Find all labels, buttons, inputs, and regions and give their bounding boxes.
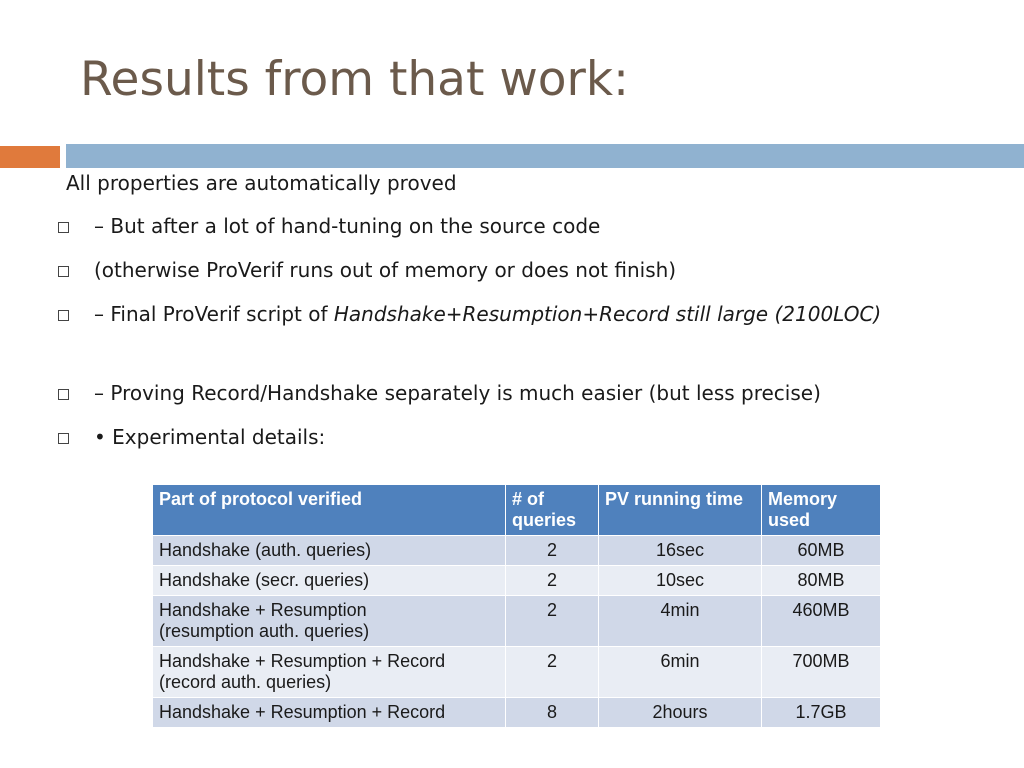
cell-part-line1: Handshake + Resumption [159,600,367,620]
header-memory: Memory used [762,485,881,536]
cell-time: 4min [599,596,762,647]
cell-queries: 2 [506,566,599,596]
bullet-text: • Experimental details: [94,425,326,449]
cell-time: 16sec [599,536,762,566]
cell-memory: 460MB [762,596,881,647]
table-row [153,536,881,566]
square-bullet-icon [58,389,69,400]
cell-memory: 60MB [762,536,881,566]
cell-part-line1: Handshake + Resumption + Record [159,651,446,671]
square-bullet-icon [58,433,69,444]
cell-queries: 2 [506,536,599,566]
accent-bar-orange [0,146,60,168]
cell-part [153,596,506,647]
cell-memory: 1.7GB [762,698,881,728]
cell-part-line2: (resumption auth. queries) [159,621,370,641]
square-bullet-icon [58,266,69,277]
table-row [153,566,881,596]
table-row [153,647,881,698]
bullet-text [94,297,884,331]
cell-queries: 8 [506,698,599,728]
bullet-text-italic: Handshake+Resumption+Record still large (2100LOC) [333,302,882,326]
cell-memory: 700MB [762,647,881,698]
cell-time: 2hours [599,698,762,728]
cell-memory: 80MB [762,566,881,596]
bullet-text-plain: – Final ProVerif script of [94,302,334,326]
bullet-text: (otherwise ProVerif runs out of memory or does not finish) [94,258,677,282]
intro-text: All properties are automatically proved [66,171,457,195]
cell-part: Handshake (auth. queries) [153,536,506,566]
cell-queries: 2 [506,596,599,647]
table-header-row [153,485,881,536]
header-time: PV running time [599,485,762,536]
cell-part [153,647,506,698]
cell-time: 10sec [599,566,762,596]
header-queries: # of queries [506,485,599,536]
header-part: Part of protocol verified [153,485,506,536]
cell-queries: 2 [506,647,599,698]
cell-part: Handshake (secr. queries) [153,566,506,596]
cell-part: Handshake + Resumption + Record [153,698,506,728]
bullet-text: – But after a lot of hand-tuning on the source code [94,214,601,238]
table-row [153,698,881,728]
experiment-table [152,484,881,728]
cell-part-line2: (record auth. queries) [159,672,332,692]
slide-title: Results from that work: [80,52,629,107]
square-bullet-icon [58,222,69,233]
table-row [153,596,881,647]
square-bullet-icon [58,310,69,321]
accent-bar-blue [66,144,1024,168]
cell-time: 6min [599,647,762,698]
bullet-text: – Proving Record/Handshake separately is much easier (but less precise) [94,381,821,405]
